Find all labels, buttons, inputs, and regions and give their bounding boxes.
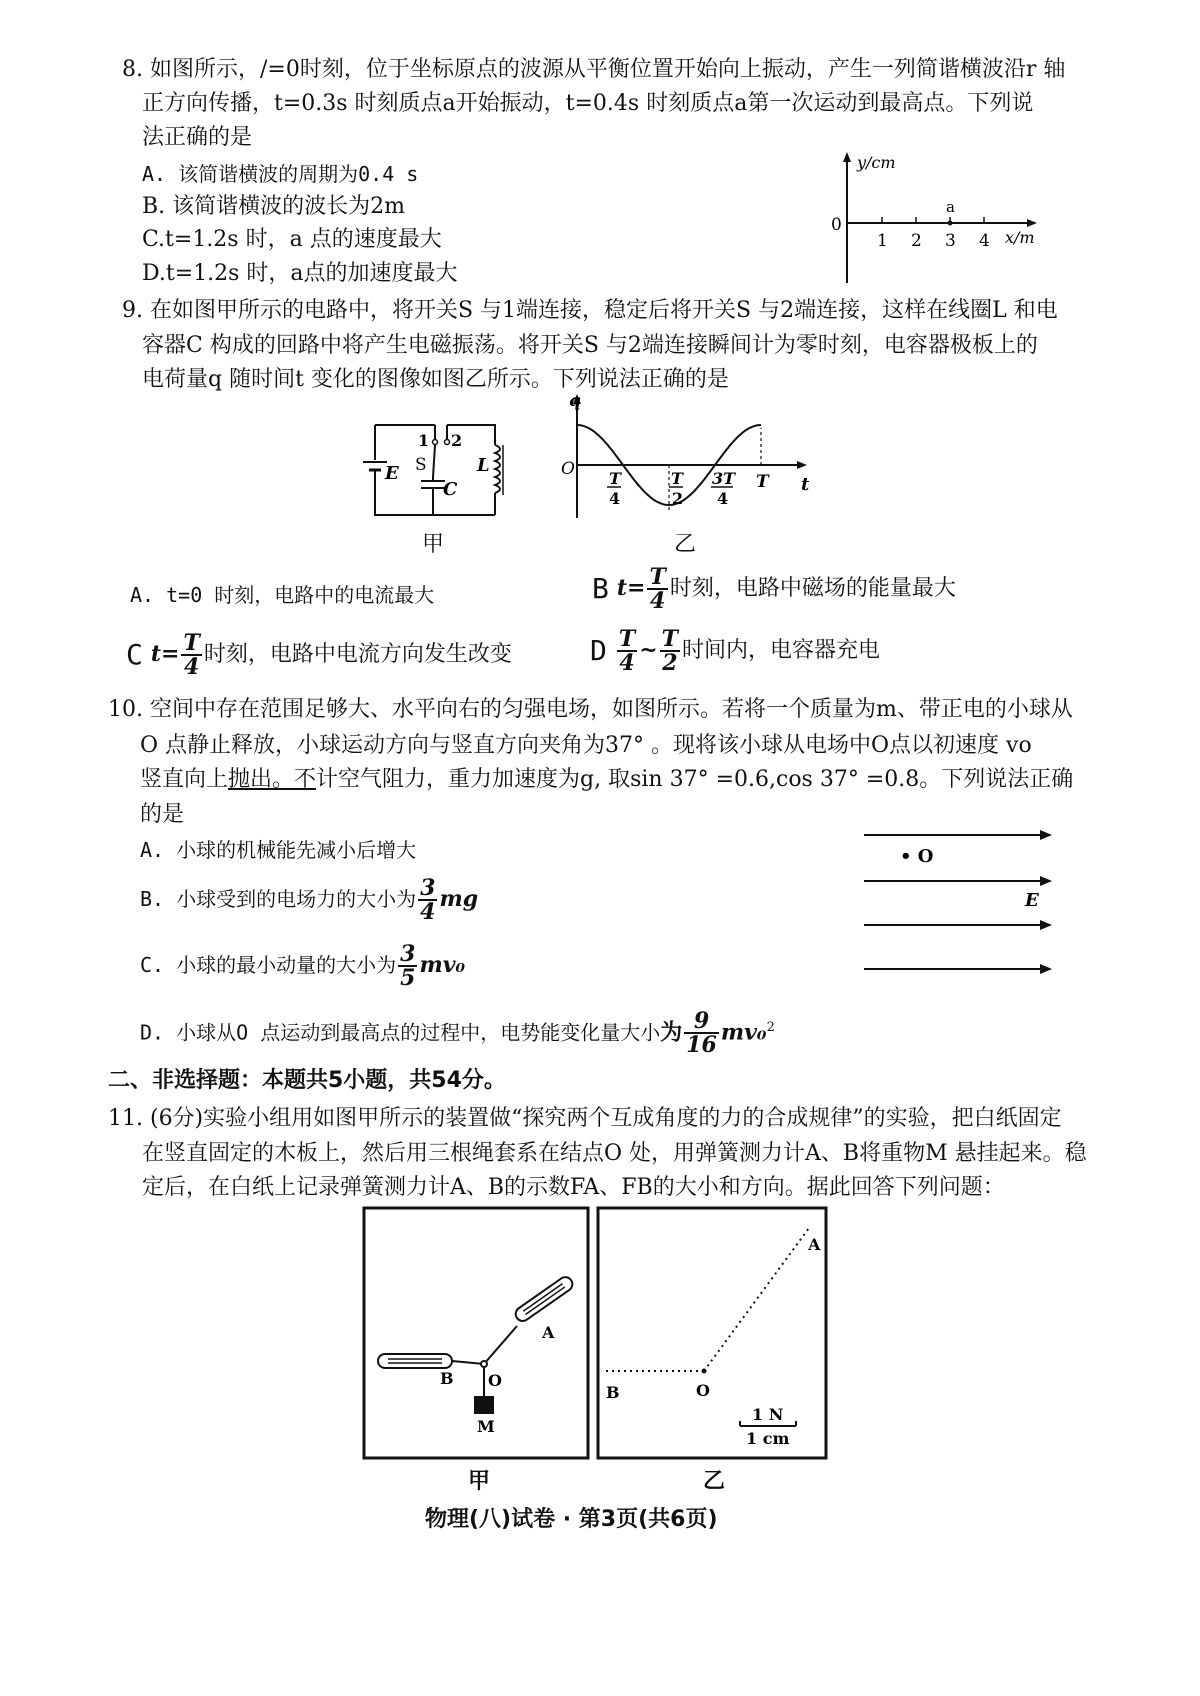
string-to-a	[484, 1326, 517, 1364]
q10-option-d-symbol: mv₀	[720, 1019, 767, 1046]
switch-terminal-2	[445, 440, 450, 445]
q9-option-a: A. t=0 时刻，电路中的电流最大	[130, 583, 435, 607]
q9-circuit-caption: 甲	[422, 532, 445, 557]
graph-t-axis-arrow	[797, 461, 807, 469]
graph-tick-quarter-num: T	[609, 469, 621, 488]
field-line-4-arrow	[1040, 964, 1052, 974]
force-point-a-label: A	[808, 1235, 821, 1254]
q10-option-d-text: D. 小球从O 点运动到最高点的过程中，电势能变化量大小	[140, 1020, 661, 1045]
q10-option-d-bold-char: 为	[660, 1019, 683, 1046]
q10-option-d	[140, 1003, 775, 1058]
scale-b-label: B	[440, 1369, 454, 1388]
q8-point-a-dot	[948, 221, 953, 226]
field-point-o-label: • O	[900, 846, 934, 867]
graph-tick-half-num: T	[671, 469, 683, 488]
q9-option-d-letter: D	[590, 634, 607, 667]
q8-y-label: y/cm	[857, 153, 896, 172]
q9-line-1: 9. 在如图甲所示的电路中，将开关S 与1端连接，稳定后将开关S 与2端连接，这样在线圈L 和电	[122, 298, 1058, 323]
spring-scale-b	[378, 1354, 452, 1368]
switch-terminal-1-label: 1	[418, 431, 430, 450]
q10-electric-field-figure	[860, 820, 1060, 990]
q8-wave-axes-figure	[825, 148, 1045, 288]
q8-origin-label: 0	[831, 215, 842, 235]
q11-line-3: 定后，在白纸上记录弹簧测力计A、B的示数FA、FB的大小和方向。据此回答下列问题：	[142, 1175, 1005, 1200]
q9-charge-graph	[555, 390, 815, 525]
graph-tick-quarter-den: 4	[609, 489, 621, 508]
q10-option-b-fraction: $\frac{3}{4}$	[420, 875, 436, 925]
q8-tick-label-2: 2	[911, 231, 922, 251]
q11-force-diagram	[596, 1206, 832, 1461]
scale-bar-length-label: 1 cm	[746, 1429, 790, 1448]
q10-option-c-text: C. 小球的最小动量的大小为	[140, 953, 397, 977]
scale-bar-force-label: 1 N	[752, 1405, 784, 1424]
q9-circuit-diagram	[355, 415, 525, 525]
spring-scale-a	[513, 1274, 575, 1323]
q9-option-b-text: 时刻，电路中磁场的能量最大	[669, 576, 956, 601]
q8-x-label: x/m	[1005, 228, 1035, 247]
q10-option-b-text: B. 小球受到的电场力的大小为	[140, 887, 417, 911]
q9-option-c	[126, 626, 512, 683]
field-line-1-arrow	[1040, 830, 1052, 840]
q9-option-c-letter: C	[126, 638, 143, 671]
q8-tick-label-3: 3	[945, 231, 956, 251]
battery-label-e: E	[385, 463, 399, 484]
q8-line-2: 正方向传播，t=0.3s 时刻质点a开始振动，t=0.4s 时刻质点a第一次运动到最高点。下列说	[142, 91, 1034, 116]
q9-option-d-fraction-2: $\frac{T}{2}$	[661, 626, 679, 676]
graph-tick-three-quarter-den: 4	[717, 489, 729, 508]
force-line-oa	[704, 1228, 809, 1371]
q10-option-b	[140, 874, 478, 925]
q10-option-d-exponent: 2	[766, 1020, 775, 1035]
q9-option-b	[592, 560, 956, 617]
q9-option-c-eq: =	[161, 641, 180, 667]
force-paper-frame	[598, 1208, 826, 1458]
graph-origin-label: O	[561, 459, 575, 479]
q9-line-3: 电荷量q 随时间t 变化的图像如图乙所示。下列说法正确的是	[142, 367, 729, 392]
capacitor-label-c: C	[443, 479, 458, 500]
graph-tick-full-label: T	[756, 472, 769, 492]
q10-line-3	[140, 765, 1073, 795]
section-2-heading: 二、非选择题：本题共5小题，共54分。	[108, 1068, 506, 1093]
q10-line-2: O 点静止释放，小球运动方向与竖直方向夹角为37° 。现将该小球从电场中O点以初速度 vo	[140, 733, 1032, 758]
q8-point-a-label: a	[946, 198, 955, 216]
q8-option-c: C.t=1.2s 时，a 点的速度最大	[142, 227, 442, 252]
q8-option-b: B. 该简谐横波的波长为2m	[142, 194, 406, 219]
q9-option-d-text: 时间内，电容器充电	[682, 638, 881, 663]
q10-option-c-symbol: mv₀	[419, 952, 466, 978]
q8-line-3: 法正确的是	[142, 125, 253, 150]
q10-option-a: A. 小球的机械能先减小后增大	[140, 838, 417, 862]
q9-option-d	[590, 622, 880, 679]
q9-option-b-fraction: $\frac{T}{4}$	[649, 564, 666, 614]
q10-line-3-start: 竖直向上	[140, 767, 229, 792]
weight-m	[474, 1396, 494, 1414]
q10-option-c	[140, 940, 465, 991]
q8-y-axis-arrow	[843, 152, 851, 162]
inductor-coil	[495, 445, 500, 493]
field-line-3-arrow	[1040, 920, 1052, 930]
graph-tick-half-den: 2	[672, 489, 684, 508]
q10-line-3-end: 计空气阻力，重力加速度为g, 取sin 37° =0.6,cos 37° =0.8。下列说法正确	[316, 767, 1074, 792]
q9-option-c-text: 时刻，电路中电流方向发生改变	[203, 642, 512, 667]
string-to-b	[452, 1361, 484, 1364]
switch-label-s: S	[415, 455, 427, 475]
q11-apparatus-caption: 甲	[468, 1468, 491, 1494]
force-origin-dot	[702, 1369, 707, 1374]
q8-option-a: A. 该简谐横波的周期为0.4 s	[142, 162, 419, 186]
q10-line-4: 的是	[140, 802, 185, 827]
q11-force-diagram-caption: 乙	[703, 1468, 726, 1494]
q9-option-d-tilde: ~	[639, 637, 658, 663]
switch-terminal-1	[433, 440, 438, 445]
graph-tick-three-quarter-num: 3T	[712, 469, 736, 488]
q9-graph-caption: 乙	[674, 532, 697, 557]
switch-terminal-2-label: 2	[451, 431, 463, 450]
q9-option-b-var: t	[616, 575, 628, 601]
inductor-label-l: L	[477, 455, 490, 476]
graph-q-label: q	[569, 391, 581, 411]
q9-option-c-var: t	[150, 641, 162, 667]
q8-tick-label-1: 1	[877, 231, 888, 251]
q10-option-d-fraction: $\frac{9}{16}$	[686, 1008, 717, 1059]
force-point-b-label: B	[606, 1383, 620, 1402]
q9-option-c-fraction: $\frac{T}{4}$	[183, 630, 200, 680]
q9-option-d-fraction-1: $\frac{T}{4}$	[618, 626, 636, 676]
q11-line-1: 11. (6分)实验小组用如图甲所示的装置做“探究两个互成角度的力的合成规律”的实验，把白纸固定	[108, 1106, 1062, 1131]
field-label-e: E	[1025, 890, 1039, 911]
q11-line-2: 在竖直固定的木板上，然后用三根绳套系在结点O 处，用弹簧测力计A、B将重物M 悬挂起来。稳	[142, 1141, 1087, 1166]
q8-tick-label-4: 4	[979, 231, 990, 251]
field-line-2-arrow	[1040, 876, 1052, 886]
q8-line-1: 8. 如图所示，/=0时刻，位于坐标原点的波源从平衡位置开始向上振动，产生一列简谐横波沿r 轴	[122, 57, 1066, 82]
q9-option-b-letter: B	[592, 572, 609, 605]
q10-line-3-underlined: 抛出。不	[228, 767, 317, 792]
knot-o-label: O	[488, 1371, 502, 1390]
scale-a-label: A	[542, 1323, 555, 1342]
q8-option-d: D.t=1.2s 时，a点的加速度最大	[142, 261, 458, 286]
q11-apparatus-figure	[362, 1206, 592, 1461]
force-point-o-label: O	[696, 1381, 710, 1400]
weight-m-label: M	[477, 1417, 495, 1436]
q10-line-1: 10. 空间中存在范围足够大、水平向右的匀强电场，如图所示。若将一个质量为m、带正电的小球从	[108, 697, 1073, 722]
q10-option-b-symbol: mg	[439, 886, 479, 912]
q8-x-axis-arrow	[1027, 219, 1037, 227]
switch-blade	[433, 445, 435, 477]
page-footer: 物理(八)试卷 · 第3页(共6页)	[425, 1507, 718, 1532]
graph-t-axis-label: t	[801, 474, 810, 495]
q10-option-c-fraction: $\frac{3}{5}$	[400, 941, 416, 991]
q9-option-b-eq: =	[627, 575, 646, 601]
q9-line-2: 容器C 构成的回路中将产生电磁振荡。将开关S 与2端连接瞬间计为零时刻，电容器极板上的	[142, 333, 1038, 358]
